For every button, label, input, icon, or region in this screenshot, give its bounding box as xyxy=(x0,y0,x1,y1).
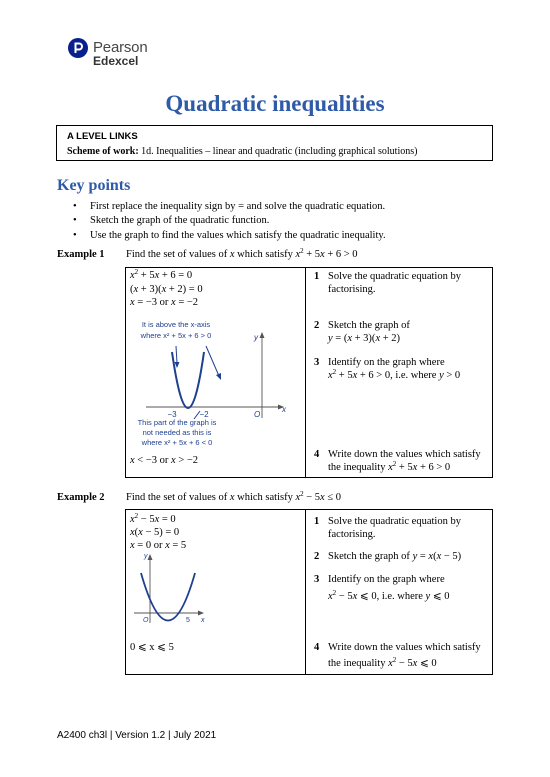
example1-work-line: $x^2 + 5x + 6 = 0$ xyxy=(130,268,193,281)
x-axis-arrow xyxy=(198,611,204,616)
key-point-item: • First replace the inequality sign by = and solve the quadratic equation. xyxy=(90,201,385,212)
y-axis-arrow xyxy=(260,332,265,338)
step-text: Solve the quadratic equation by xyxy=(328,271,461,282)
step-text: y = (x + 3)(x + 2) xyxy=(328,333,401,344)
brand-subname: Edexcel xyxy=(93,54,139,68)
note-bottom-line: where x² + 5x + 6 < 0 xyxy=(141,438,213,447)
step-text: Identify on the graph where xyxy=(328,574,445,585)
example2-graph xyxy=(128,548,208,626)
note-top-line: where x² + 5x + 6 > 0 xyxy=(140,331,212,340)
example2-divider xyxy=(305,509,306,675)
scheme-of-work-text: 1d. Inequalities – linear and quadratic (including graphical solutions) xyxy=(141,146,418,157)
key-point-item: • Use the graph to find the values which satisfy the quadratic inequality. xyxy=(90,230,386,241)
brand-name: Pearson xyxy=(93,39,148,56)
step-text: Sketch the graph of xyxy=(328,320,410,331)
step-number: 2 xyxy=(314,320,320,331)
page-title: Quadratic inequalities xyxy=(165,91,385,116)
step-text: $x^2 + 5x + 6 > 0$, i.e. where y > 0 xyxy=(328,368,461,381)
note-bottom-line: not needed as this is xyxy=(142,428,212,437)
example1-divider xyxy=(305,267,306,478)
step-number: 4 xyxy=(314,449,320,460)
step-text: Solve the quadratic equation by xyxy=(328,516,461,527)
example2-work-line: x = 0 or x = 5 xyxy=(130,540,187,551)
example1-work-line: (x + 3)(x + 2) = 0 xyxy=(130,284,203,295)
step-text: Identify on the graph where xyxy=(328,357,445,368)
origin-label: O xyxy=(254,410,261,419)
step-text: the inequality $x^2 - 5x$ ⩽ 0 xyxy=(328,656,437,669)
step-number: 4 xyxy=(314,642,320,653)
step-number: 1 xyxy=(314,516,320,527)
example2-question: Find the set of values of x which satisfy $x^2 - 5x \le 0$ xyxy=(126,490,341,503)
step-number: 3 xyxy=(314,574,320,585)
example2-work-line: $x^2 - 5x = 0$ xyxy=(130,512,176,525)
example2-label: Example 2 xyxy=(57,492,105,503)
step-text: Write down the values which satisfy xyxy=(328,449,481,460)
step-text: the inequality $x^2 + 5x + 6 > 0$ xyxy=(328,460,451,473)
y-axis-label: y xyxy=(144,553,148,560)
x-axis-label: x xyxy=(282,405,286,414)
example1-work-line: x = −3 or x = −2 xyxy=(130,297,199,308)
pearson-logo-icon xyxy=(68,38,88,58)
example2-work-line: x(x − 5) = 0 xyxy=(130,527,180,538)
note-top-line: It is above the x-axis xyxy=(141,320,211,329)
pointer-line xyxy=(206,346,219,376)
step-text: Write down the values which satisfy xyxy=(328,642,481,653)
y-axis-label: y xyxy=(254,333,258,342)
origin-label: O xyxy=(143,617,149,624)
key-points-heading: Key points xyxy=(57,177,131,194)
example1-question: Find the set of values of x which satisfy $x^2 + 5x + 6 > 0$ xyxy=(126,247,358,260)
links-heading: A LEVEL LINKS xyxy=(67,131,138,142)
example1-answer: x < −3 or x > −2 xyxy=(130,455,199,466)
scheme-of-work-line xyxy=(67,144,482,159)
tick-label: −3 xyxy=(167,410,177,419)
scheme-of-work-label: Scheme of work: xyxy=(67,146,139,157)
step-text: factorising. xyxy=(328,529,376,540)
example1-label: Example 1 xyxy=(57,249,105,260)
a-level-links-box xyxy=(56,125,493,161)
pointer-arrow xyxy=(216,373,221,380)
key-point-item: • Sketch the graph of the quadratic function. xyxy=(90,215,269,226)
y-axis-arrow xyxy=(148,554,153,560)
footer-text: A2400 ch3l | Version 1.2 | July 2021 xyxy=(57,730,217,741)
step-text: Sketch the graph of y = x(x − 5) xyxy=(328,551,462,562)
example1-graph xyxy=(128,318,303,448)
note-bottom-line: This part of the graph is xyxy=(137,418,217,427)
pointer-line xyxy=(176,346,177,363)
step-text: $x^2 - 5x$ ⩽ 0, i.e. where y ⩽ 0 xyxy=(328,589,450,602)
tick-label: −2 xyxy=(199,410,209,419)
example2-answer: 0 ⩽ x ⩽ 5 xyxy=(130,642,174,653)
x-axis-label: x xyxy=(201,617,205,624)
step-text: factorising. xyxy=(328,284,376,295)
tick-label: 5 xyxy=(186,617,190,624)
step-number: 2 xyxy=(314,551,320,562)
step-number: 1 xyxy=(314,271,320,282)
step-number: 3 xyxy=(314,357,320,368)
